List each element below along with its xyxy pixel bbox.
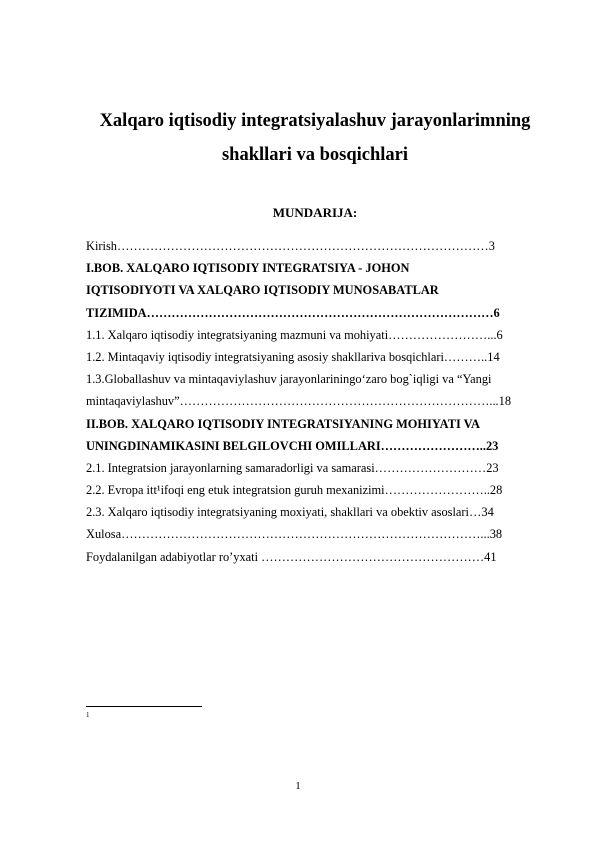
toc-chapter-1-line-2: IQTISODIYOTI VA XALQARO IQTISODIY MUNOSABATLAR bbox=[86, 283, 439, 298]
toc-entry-1-3-line-1: 1.3.Globallashuv va mintaqaviylashuv jarayonlariningo‘zaro bog`iqligi va “Yangi bbox=[86, 372, 492, 387]
toc-chapter-1-line-1: I.BOB. XALQARO IQTISODIY INTEGRATSIYA - JOHON bbox=[86, 261, 410, 276]
toc-heading: MUNDARIJA: bbox=[272, 205, 358, 220]
toc-chapter-2-line-1: II.BOB. XALQARO IQTISODIY INTEGRATSIYANING MOHIYATI VA bbox=[86, 416, 480, 431]
title-line-1: Xalqaro iqtisodiy integratsiyalashuv jarayonlarimning bbox=[99, 111, 531, 131]
title-line-2: shakllari va bosqichlari bbox=[221, 145, 409, 165]
table-of-contents bbox=[86, 235, 554, 568]
toc-entry-1-2: 1.2. Mintaqaviy iqtisodiy integratsiyaning asosiy shakllariva bosqichlari………..14 bbox=[86, 349, 500, 364]
footnote-divider bbox=[86, 706, 202, 707]
toc-entry-1-3-line-2: mintaqaviylashuv”…………………………………………………………………...18 bbox=[86, 394, 512, 409]
toc-entry-2-1: 2.1. Integratsion jarayonlarning samaradorligi va samarasi………………………23 bbox=[86, 460, 499, 475]
toc-entry-conclusion: Xulosa……………………………………………………………………………...38 bbox=[86, 527, 503, 542]
toc-chapter-1-line-3: TIZIMIDA…………………………………………………………………………6 bbox=[86, 305, 500, 320]
toc-entry-1-1: 1.1. Xalqaro iqtisodiy integratsiyaning mazmuni va mohiyati……………………...6 bbox=[86, 327, 503, 342]
document-title bbox=[70, 104, 560, 172]
page-number: 1 bbox=[295, 780, 301, 792]
footnote-mark: 1 bbox=[86, 711, 90, 719]
toc-entry-introduction: Kirish………………………………………………………………………………3 bbox=[86, 239, 495, 253]
toc-chapter-2-line-2: UNINGDINAMIKASINI BELGILOVCHI OMILLARI……………………..23 bbox=[86, 438, 499, 453]
toc-entry-2-3: 2.3. Xalqaro iqtisodiy integratsiyaning moxiyati, shakllari va obektiv asoslari…34 bbox=[86, 505, 494, 520]
toc-entry-references: Foydalanilgan adabiyotlar ro’yxati ………………………………………………41 bbox=[86, 549, 497, 564]
toc-entry-2-2: 2.2. Evropa itt¹ifoqi eng etuk integratsion guruh mexanizimi……………………..28 bbox=[86, 483, 503, 498]
